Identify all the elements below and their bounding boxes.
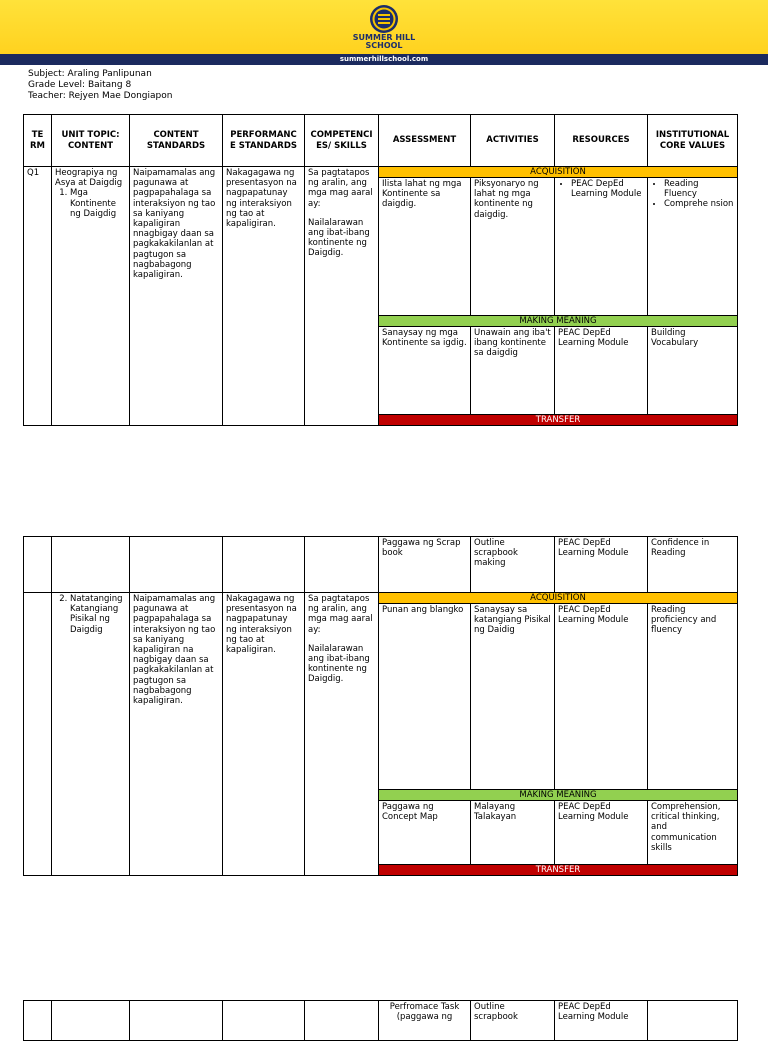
empty-cell [223, 1001, 305, 1041]
mm-values-cell: Comprehension, critical thinking, and communication skills [648, 801, 738, 865]
curriculum-table-3 [23, 1000, 738, 1041]
subject-line: Subject: Araling Panlipunan [28, 69, 152, 79]
header-term: TE RM [24, 115, 52, 167]
term-cell [24, 593, 52, 876]
content-standard-cell: Naipamamalas ang pagunawa at pagpapahalaga sa interaksiyon ng tao sa kaniyang kapaligiran nnagbigay daan sa pagkakakilanlan at pagtugon sa nagbabagong kapaligiran. [130, 167, 223, 426]
table-row [24, 593, 738, 604]
header-assessment: ASSESSMENT [379, 115, 471, 167]
acquisition-resource-cell: PEAC DepEd Learning Module [555, 604, 648, 790]
mm-resource-cell: PEAC DepEd Learning Module [555, 801, 648, 865]
empty-cell [130, 1001, 223, 1041]
transfer-activity-cell: Outline scrapbook [471, 1001, 555, 1041]
empty-cell [648, 1001, 738, 1041]
empty-cell [130, 537, 223, 593]
performance-standard-cell: Nakagagawa ng presentasyon na nagpapatunay ng interaksiyon ng tao at kapaligiran. [223, 593, 305, 876]
transfer-assessment-cell: Perfromace Task (paggawa ng [379, 1001, 471, 1041]
table-header-row [24, 115, 738, 167]
acquisition-assessment-cell: Punan ang blangko [379, 604, 471, 790]
transfer-band: TRANSFER [379, 415, 738, 426]
mm-assessment-cell: Paggawa ng Concept Map [379, 801, 471, 865]
acquisition-activity-cell: Piksyonaryo ng lahat ng mga kontinente ng daigdig. [471, 178, 555, 316]
header-content-standards: CONTENT STANDARDS [130, 115, 223, 167]
empty-cell [52, 537, 130, 593]
mm-activity-cell: Malayang Talakayan [471, 801, 555, 865]
grade-line: Grade Level: Baitang 8 [28, 80, 132, 90]
transfer-assessment-cell: Paggawa ng Scrap book [379, 537, 471, 593]
header-core-values: INSTITUTIONAL CORE VALUES [648, 115, 738, 167]
school-website-bar [0, 54, 768, 65]
header-unit-topic: UNIT TOPIC: CONTENT [52, 115, 130, 167]
teacher-line: Teacher: Rejyen Mae Dongiapon [28, 91, 173, 101]
transfer-band: TRANSFER [379, 865, 738, 876]
empty-cell [223, 537, 305, 593]
transfer-resource-cell: PEAC DepEd Learning Module [555, 537, 648, 593]
empty-cell [24, 1001, 52, 1041]
content-standard-cell: Naipamamalas ang pagunawa at pagpapahalaga sa interaksiyon ng tao sa kaniyang kapaligiran na nagbigay daan sa pagkakakilanlan at pagtugon sa nagbabagong kapaligiran. [130, 593, 223, 876]
unit-topic-cell: 2. Natatanging Katangiang Pisikal ng Daigdig [52, 593, 130, 876]
mm-assessment-cell: Sanaysay ng mga Kontinente sa igdig. [379, 327, 471, 415]
empty-cell [52, 1001, 130, 1041]
acquisition-assessment-cell: Ilista lahat ng mga Kontinente sa daigdig. [379, 178, 471, 316]
transfer-values-cell: Confidence in Reading [648, 537, 738, 593]
performance-standard-cell: Nakagagawa ng presentasyon na nagpapatunay ng interaksiyon ng tao at kapaligiran. [223, 167, 305, 426]
table-row [24, 537, 738, 593]
document-meta [28, 69, 172, 102]
empty-cell [24, 537, 52, 593]
empty-cell [305, 1001, 379, 1041]
header-resources: RESOURCES [555, 115, 648, 167]
acquisition-band: ACQUISITION [379, 593, 738, 604]
acquisition-activity-cell: Sanaysay sa katangiang Pisikal ng Daidig [471, 604, 555, 790]
mm-resource-cell: PEAC DepEd Learning Module [555, 327, 648, 415]
school-header-banner [0, 0, 768, 54]
transfer-activity-cell: Outline scrapbook making [471, 537, 555, 593]
acquisition-band: ACQUISITION [379, 167, 738, 178]
transfer-resource-cell: PEAC DepEd Learning Module [555, 1001, 648, 1041]
mm-values-cell: Building Vocabulary [648, 327, 738, 415]
unit-topic-cell: Heograpiya ng Asya at Daigdig 1. Mga Kontinente ng Daigdig [52, 167, 130, 426]
acquisition-values-cell: Reading proficiency and fluency [648, 604, 738, 790]
header-competencies: COMPETENCI ES/ SKILLS [305, 115, 379, 167]
table-row [24, 167, 738, 178]
mm-activity-cell: Unawain ang iba't ibang kontinente sa daigdig [471, 327, 555, 415]
competency-cell: Sa pagtatapos ng aralin, ang mga mag aaral ay: Nailalarawan ang ibat-ibang kontinente ng Daigdig. [305, 593, 379, 876]
header-performance-standards: PERFORMANC E STANDARDS [223, 115, 305, 167]
curriculum-table-2 [23, 536, 738, 876]
making-meaning-band: MAKING MEANING [379, 316, 738, 327]
curriculum-table-1 [23, 114, 738, 426]
school-name: SUMMER HILL SCHOOL [352, 33, 416, 50]
term-cell: Q1 [24, 167, 52, 426]
school-seal-logo [366, 4, 402, 34]
table-row [24, 1001, 738, 1041]
acquisition-values-cell: • Reading Fluency • Comprehe nsion [648, 178, 738, 316]
acquisition-resource-cell: • PEAC DepEd Learning Module [555, 178, 648, 316]
competency-cell: Sa pagtatapos ng aralin, ang mga mag aaral ay: Nailalarawan ang ibat-ibang kontinente ng Daigdig. [305, 167, 379, 426]
making-meaning-band: MAKING MEANING [379, 790, 738, 801]
school-website: summerhillschool.com [339, 55, 429, 63]
empty-cell [305, 537, 379, 593]
header-activities: ACTIVITIES [471, 115, 555, 167]
